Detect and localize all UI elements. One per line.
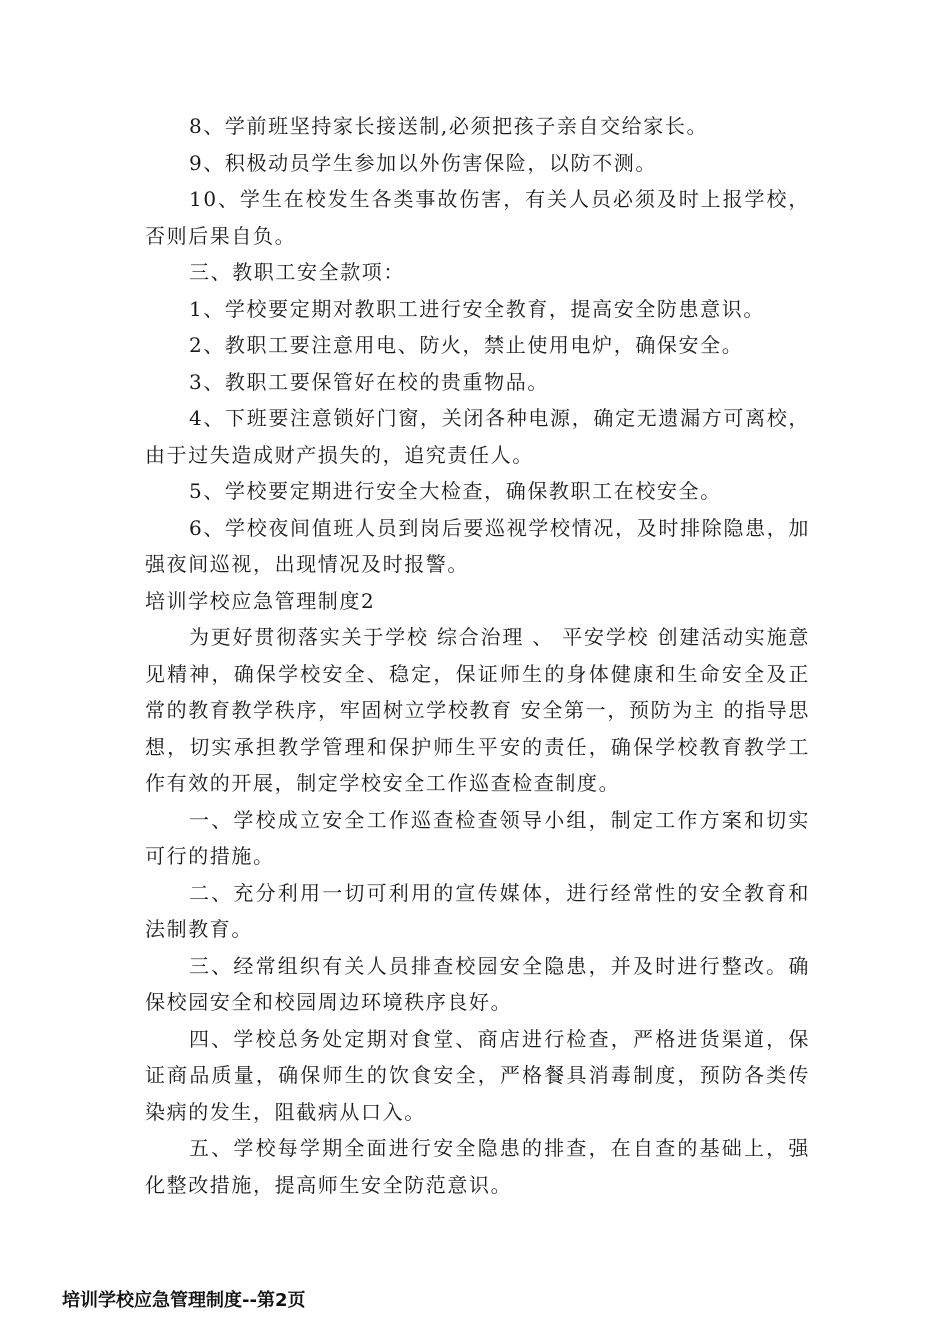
paragraph: 三、经常组织有关人员排查校园安全隐患，并及时进行整改。确保校园安全和校园周边环境秩序良好。 — [145, 953, 810, 1014]
paragraph: 2、教职工要注意用电、防火，禁止使用电炉，确保安全。 — [189, 333, 744, 357]
paragraph: 一、学校成立安全工作巡查检查领导小组，制定工作方案和切实可行的措施。 — [145, 807, 810, 868]
paragraph: 为更好贯彻落实关于学校 综合治理 、 平安学校 创建活动实施意见精神，确保学校安全、稳定，保证师生的身体健康和生命安全及正常的教育教学秩序，牢固树立学校教育 安全第一，预防为主 的指导思想，切实承担教学管理和保护师生平安的责任，确保学校教育教学工作有效的开展，制定学校安全工作巡查检查制度。 — [145, 625, 810, 795]
paragraph: 3、教职工要保管好在校的贵重物品。 — [189, 369, 549, 394]
paragraph: 四、学校总务处定期对食堂、商店进行检查，严格进货渠道，保证商品质量，确保师生的饮食安全，严格餐具消毒制度，预防各类传染病的发生，阻截病从口入。 — [145, 1026, 810, 1124]
document-body — [145, 108, 810, 1203]
document-title: 培训学校应急管理制度2 — [145, 588, 376, 613]
paragraph: 8、学前班坚持家长接送制,必须把孩子亲自交给家长。 — [189, 114, 709, 138]
paragraph: 10、学生在校发生各类事故伤害，有关人员必须及时上报学校，否则后果自负。 — [145, 187, 810, 248]
paragraph: 9、积极动员学生参加以外伤害保险，以防不测。 — [189, 150, 657, 175]
paragraph: 5、学校要定期进行安全大检查，确保教职工在校安全。 — [189, 479, 722, 503]
paragraph: 五、学校每学期全面进行安全隐患的排查，在自查的基础上，强化整改措施，提高师生安全防范意识。 — [145, 1136, 810, 1197]
paragraph: 4、下班要注意锁好门窗，关闭各种电源，确定无遗漏方可离校，由于过失造成财产损失的，追究责任人。 — [145, 406, 810, 467]
section-heading: 三、教职工安全款项： — [189, 260, 405, 284]
paragraph: 6、学校夜间值班人员到岗后要巡视学校情况，及时排除隐患，加强夜间巡视，出现情况及时报警。 — [145, 515, 810, 576]
paragraph: 二、充分利用一切可利用的宣传媒体，进行经常性的安全教育和法制教育。 — [145, 880, 810, 941]
paragraph: 1、学校要定期对教职工进行安全教育，提高安全防患意识。 — [189, 296, 765, 321]
page-footer: 培训学校应急管理制度--第2页 — [62, 1290, 306, 1311]
